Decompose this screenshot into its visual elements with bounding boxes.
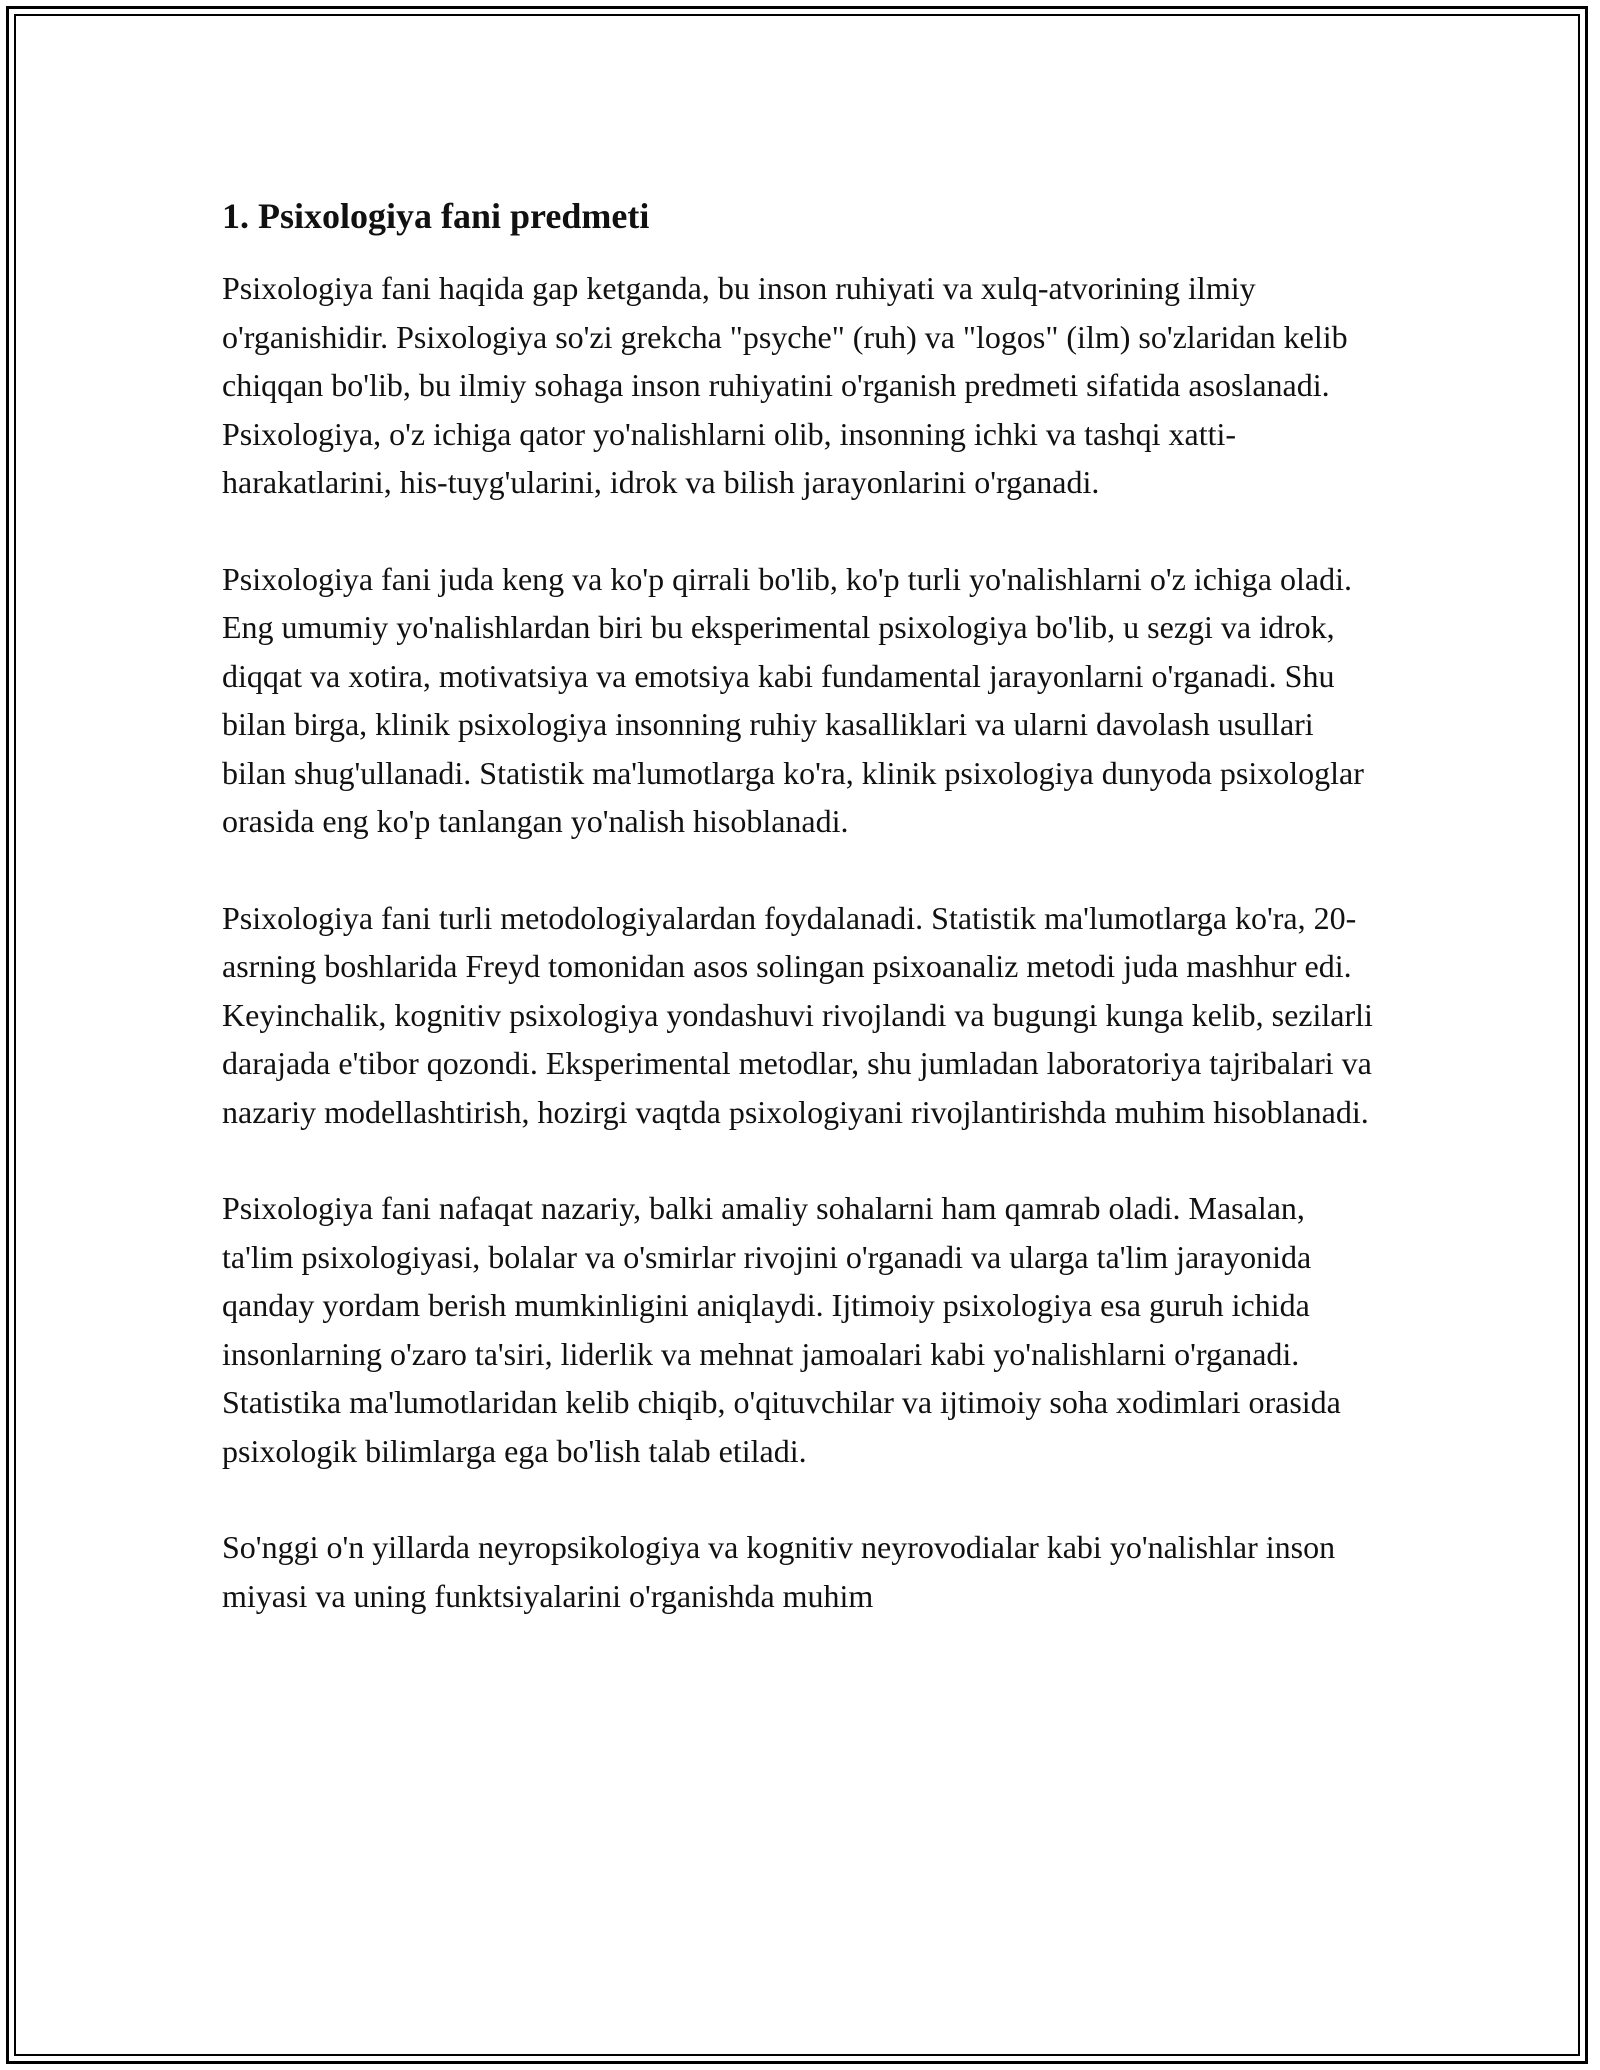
document-body <box>222 190 1382 1668</box>
paragraph-4: Psixologiya fani nafaqat nazariy, balki amaliy sohalarni ham qamrab oladi. Masalan, ta'lim psixologiyasi, bolalar va o'smirlar rivojini o'rganadi va ularga ta'lim jarayonida qanday yordam berish mumkinligini aniqlaydi. Ijtimoiy psixologiya esa guruh ichida insonlarning o'zaro ta'siri, liderlik va mehnat jamoalari kabi yo'nalishlarni o'rganadi. Statistika ma'lumotlaridan kelib chiqib, o'qituvchilar va ijtimoiy soha xodimlari orasida psixologik bilimlarga ega bo'lish talab etiladi. <box>222 1190 1341 1469</box>
paragraph-5: So'nggi o'n yillarda neyropsikologiya va kognitiv neyrovodialar kabi yo'nalishlar inson miyasi va uning funktsiyalarini o'rganishda muhim <box>222 1529 1336 1614</box>
section-heading: 1. Psixologiya fani predmeti <box>222 196 650 236</box>
paragraph-1: Psixologiya fani haqida gap ketganda, bu inson ruhiyati va xulq-atvorining ilmiy o'rganishidir. Psixologiya so'zi grekcha "psyche" (ruh) va "logos" (ilm) so'zlaridan kelib chiqqan bo'lib, bu ilmiy sohaga inson ruhiyatini o'rganish predmeti sifatida asoslanadi. Psixologiya, o'z ichiga qator yo'nalishlarni olib, insonning ichki va tashqi xatti-harakatlarini, his-tuyg'ularini, idrok va bilish jarayonlarini o'rganadi. <box>222 270 1348 500</box>
paragraph-2: Psixologiya fani juda keng va ko'p qirrali bo'lib, ko'p turli yo'nalishlarni o'z ichiga oladi. Eng umumiy yo'nalishlardan biri bu eksperimental psixologiya bo'lib, u sezgi va idrok, diqqat va xotira, motivatsiya va emotsiya kabi fundamental jarayonlarni o'rganadi. Shu bilan birga, klinik psixologiya insonning ruhiy kasalliklari va ularni davolash usullari bilan shug'ullanadi. Statistik ma'lumotlarga ko'ra, klinik psixologiya dunyoda psixologlar orasida eng ko'p tanlangan yo'nalish hisoblanadi. <box>222 560 1364 839</box>
paragraph-3: Psixologiya fani turli metodologiyalardan foydalanadi. Statistik ma'lumotlarga ko'ra, 20-asrning boshlarida Freyd tomonidan asos solingan psixoanaliz metodi juda mashhur edi. Keyinchalik, kognitiv psixologiya yondashuvi rivojlandi va bugungi kunga kelib, sezilarli darajada e'tibor qozondi. Eksperimental metodlar, shu jumladan laboratoriya tajribalari va nazariy modellashtirish, hozirgi vaqtda psixologiyani rivojlantirishda muhim hisoblanadi. <box>222 899 1373 1130</box>
